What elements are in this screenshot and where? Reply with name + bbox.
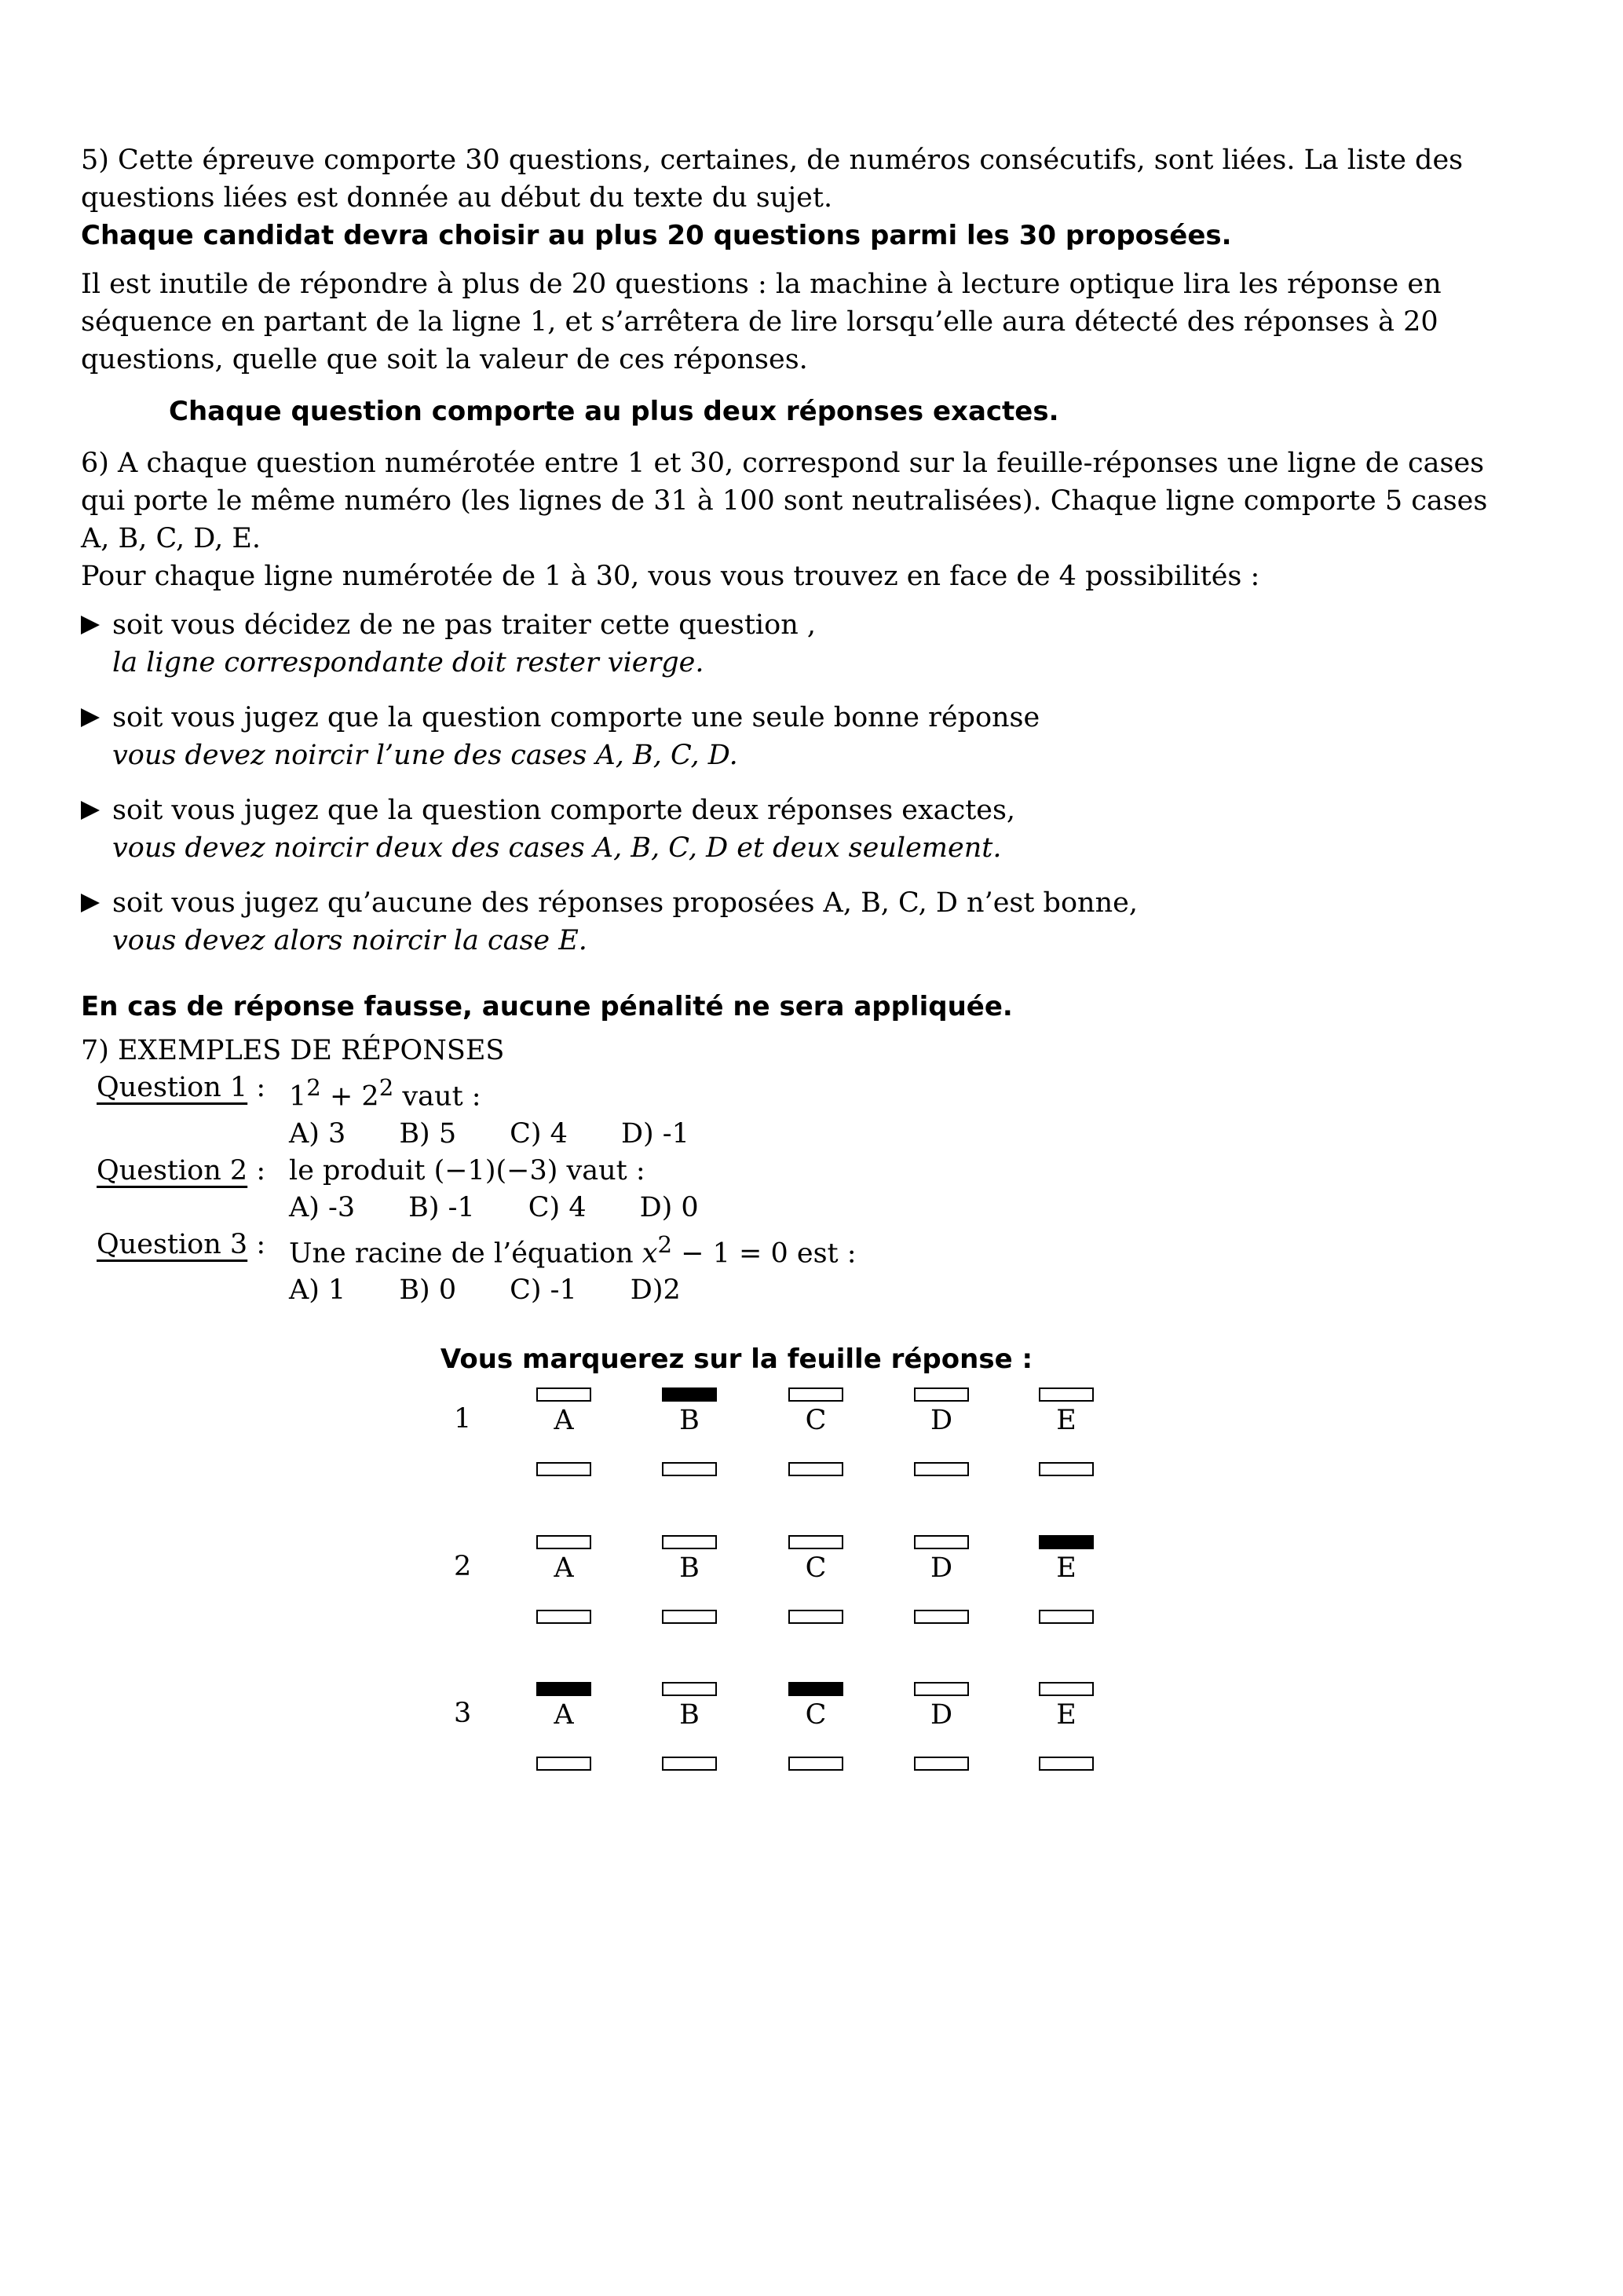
bullet-item (81, 606, 1494, 682)
answer-letter: C (805, 1552, 827, 1584)
answer-box-3-e[interactable] (1039, 1682, 1094, 1696)
triangle-bullet-icon (81, 801, 100, 820)
answer-box-neutral[interactable] (662, 1462, 717, 1476)
examples-title: 7) EXEMPLES DE RÉPONSES (81, 1035, 505, 1066)
section6-paragraph: 6) A chaque question numérotée entre 1 et 30, correspond sur la feuille-réponses une ligne de cases qui porte le même numéro (les lignes de 31 à 100 sont neutralisées). Chaque ligne comporte 5 cases A, B, C, D, E. (81, 448, 1488, 554)
answer-letter: E (1056, 1552, 1077, 1584)
answer-box-neutral[interactable] (1039, 1462, 1094, 1476)
answer-letter: E (1056, 1405, 1077, 1436)
answer-box-neutral[interactable] (788, 1757, 843, 1771)
answer-box-neutral[interactable] (914, 1757, 969, 1771)
bullet-text: soit vous jugez que la question comporte deux réponses exactes, (112, 795, 1016, 826)
answer-box-neutral[interactable] (536, 1757, 591, 1771)
section5-bold-rule-2: Chaque question comporte au plus deux réponses exactes. (169, 396, 1059, 427)
question-1-label: Question 1 : (97, 1072, 266, 1103)
answer-letter: B (679, 1699, 700, 1731)
answer-box-neutral[interactable] (914, 1462, 969, 1476)
answer-box-neutral[interactable] (788, 1610, 843, 1624)
bullet-text: soit vous jugez que la question comporte une seule bonne réponse (112, 702, 1040, 733)
bullet-text: soit vous jugez qu’aucune des réponses proposées A, B, C, D n’est bonne, (112, 887, 1138, 919)
answer-letter: A (554, 1552, 574, 1584)
answer-box-3-b[interactable] (662, 1682, 717, 1696)
answer-box-1-c[interactable] (788, 1387, 843, 1402)
bullet-italic: la ligne correspondante doit rester vierge. (112, 647, 704, 678)
question-2-statement: le produit (−1)(−3) vaut : (289, 1154, 645, 1186)
answer-box-neutral[interactable] (1039, 1757, 1094, 1771)
question-2-label: Question 2 : (97, 1154, 266, 1186)
bullet-item (81, 699, 1494, 774)
answer-box-3-d[interactable] (914, 1682, 969, 1696)
answer-letter: D (930, 1405, 953, 1436)
answer-box-neutral[interactable] (914, 1610, 969, 1624)
answer-letter: B (679, 1552, 700, 1584)
answer-box-neutral[interactable] (536, 1610, 591, 1624)
answer-sheet-title: Vous marquerez sur la feuille réponse : (440, 1344, 1033, 1376)
answer-box-neutral[interactable] (1039, 1610, 1094, 1624)
answer-letter: A (554, 1699, 574, 1731)
bullet-italic: vous devez noircir deux des cases A, B, C, D et deux seulement. (112, 832, 1002, 864)
answer-box-2-a[interactable] (536, 1535, 591, 1549)
answer-letter: E (1056, 1699, 1077, 1731)
section5-paragraph-2: Il est inutile de répondre à plus de 20 questions : la machine à lecture optique lira les réponse en séquence en partant de la ligne 1, et s’arrêtera de lire lorsqu’elle aura détecté des réponses à 20 questions, quelle que soit la valeur de ces réponses. (81, 269, 1442, 375)
answer-box-neutral[interactable] (536, 1462, 591, 1476)
answer-box-2-e[interactable] (1039, 1535, 1094, 1549)
answer-letter: D (930, 1699, 953, 1731)
answer-box-neutral[interactable] (788, 1462, 843, 1476)
answer-letter: B (679, 1405, 700, 1436)
triangle-bullet-icon (81, 894, 100, 912)
examples-grid (97, 1069, 1494, 1309)
answer-box-2-c[interactable] (788, 1535, 843, 1549)
question-2-options: A) -3 B) -1 C) 4 D) 0 (289, 1191, 699, 1223)
answer-letter: C (805, 1699, 827, 1731)
bullet-text: soit vous décidez de ne pas traiter cette question , (112, 609, 816, 641)
answer-letter: C (805, 1405, 827, 1436)
question-3-statement: Une racine de l’équation $x^2 - 1 = 0$ est : (289, 1230, 857, 1270)
answer-box-3-c[interactable] (788, 1682, 843, 1696)
answer-box-2-b[interactable] (662, 1535, 717, 1549)
answer-box-neutral[interactable] (662, 1610, 717, 1624)
section5-paragraph: 5) Cette épreuve comporte 30 questions, certaines, de numéros consécutifs, sont liées. La liste des questions liées est donnée au début du texte du sujet. (81, 144, 1464, 214)
question-3-label: Question 3 : (97, 1228, 266, 1260)
sheet-row-number: 1 (454, 1403, 472, 1435)
bullet-italic: vous devez alors noircir la case E. (112, 925, 587, 956)
bullet-item (81, 792, 1494, 867)
answer-box-neutral[interactable] (662, 1757, 717, 1771)
triangle-bullet-icon (81, 616, 100, 634)
triangle-bullet-icon (81, 708, 100, 727)
sheet-row-number: 3 (454, 1698, 472, 1729)
bullet-item (81, 884, 1494, 960)
question-1-options: A) 3 B) 5 C) 4 D) -1 (289, 1117, 689, 1150)
page-content (81, 141, 1494, 1378)
question-1-statement: $1^2 + 2^2$ vaut : (289, 1074, 481, 1113)
sheet-row-number: 2 (454, 1551, 472, 1582)
answer-box-2-d[interactable] (914, 1535, 969, 1549)
answer-box-1-b[interactable] (662, 1387, 717, 1402)
answer-box-3-a[interactable] (536, 1682, 591, 1696)
answer-box-1-d[interactable] (914, 1387, 969, 1402)
answer-box-1-a[interactable] (536, 1387, 591, 1402)
section5-bold-rule: Chaque candidat devra choisir au plus 20 questions parmi les 30 proposées. (81, 220, 1232, 251)
penalty-rule: En cas de réponse fausse, aucune pénalité ne sera appliquée. (81, 991, 1013, 1022)
bullet-italic: vous devez noircir l’une des cases A, B, C, D. (112, 740, 738, 771)
answer-letter: A (554, 1405, 574, 1436)
answer-box-1-e[interactable] (1039, 1387, 1094, 1402)
question-3-options: A) 1 B) 0 C) -1 D)2 (289, 1274, 681, 1307)
section6-paragraph-2: Pour chaque ligne numérotée de 1 à 30, vous vous trouvez en face de 4 possibilités : (81, 561, 1260, 592)
answer-letter: D (930, 1552, 953, 1584)
